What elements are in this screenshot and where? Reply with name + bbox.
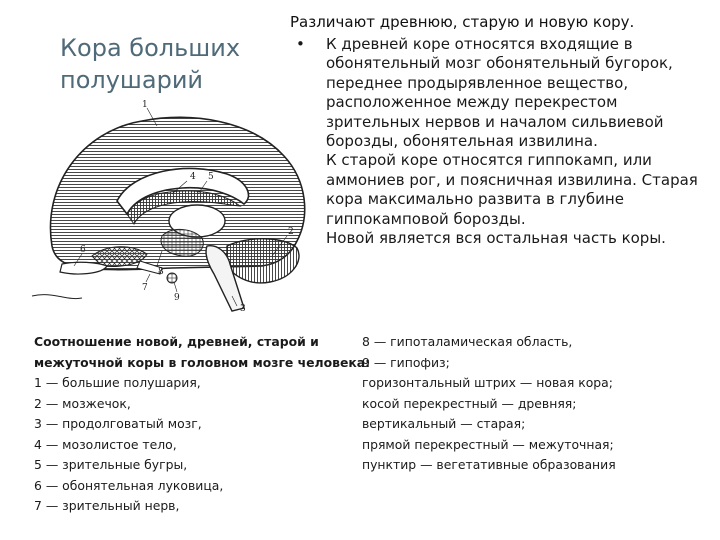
caption-title: Соотношение новой, древней, старой и <box>34 334 319 349</box>
figure-label: 8 <box>158 267 164 277</box>
ancient-cortex-text: К древней коре относятся входящие в обонятельный мозг обонятельный бугорок, переднее продырявленное вещество, расположенное между перекрестом зрительных нервов и началом сильвиевой борозды, обонятельная извилина. <box>326 35 673 151</box>
figure-caption-left <box>34 332 379 517</box>
new-cortex-text: Новой является вся остальная часть коры. <box>326 229 666 248</box>
caption-item: 6 — обонятельная луковица, <box>34 477 224 493</box>
cortex-heading: Различают древнюю, старую и новую кору. <box>290 13 635 31</box>
figure-label: 2 <box>288 227 294 237</box>
caption-item: 3 — продолговатый мозг, <box>34 416 202 431</box>
figure-label: 5 <box>208 172 214 182</box>
caption-item: 9 — гипофиз; <box>362 354 450 370</box>
figure-label: 9 <box>174 293 180 303</box>
cortex-description <box>290 12 715 248</box>
caption-item: прямой перекрестный — межуточная; <box>362 436 614 452</box>
caption-item: 2 — мозжечок, <box>34 395 131 411</box>
caption-item: 4 — мозолистое тело, <box>34 436 177 452</box>
cerebellum <box>227 239 299 283</box>
caption-item: косой перекрестный — древняя; <box>362 395 577 411</box>
caption-item: горизонтальный штрих — новая кора; <box>362 375 613 390</box>
caption-item: 8 — гипоталамическая область, <box>362 334 573 349</box>
caption-item: 1 — большие полушария, <box>34 375 201 390</box>
caption-item: 5 — зрительные бугры, <box>34 457 188 472</box>
figure-label: 3 <box>240 304 246 314</box>
figure-label: 4 <box>190 172 196 182</box>
caption-item: пунктир — вегетативные образования <box>362 457 616 472</box>
figure-label: 1 <box>142 100 148 110</box>
slide-title: Кора больших полушарий <box>60 34 241 94</box>
figure-label: 7 <box>142 283 148 293</box>
bullet-glyph: • <box>296 35 305 53</box>
base-line <box>32 295 82 299</box>
bullet-item <box>290 35 715 248</box>
olfactory-bulb <box>60 262 107 274</box>
old-cortex-text: К старой коре относятся гиппокамп, или аммониев рог, и поясничная извилина. Старая кора максимально развита в глубине гиппокамповой борозды. <box>326 151 698 228</box>
caption-item: вертикальный — старая; <box>362 416 526 431</box>
brain-section-figure <box>22 96 312 316</box>
figure-caption-right <box>362 332 712 476</box>
pituitary <box>167 273 177 283</box>
figure-label: 6 <box>80 245 86 255</box>
caption-title: межуточной коры в головном мозге человека: <box>34 354 371 370</box>
caption-item: 7 — зрительный нерв, <box>34 498 180 513</box>
